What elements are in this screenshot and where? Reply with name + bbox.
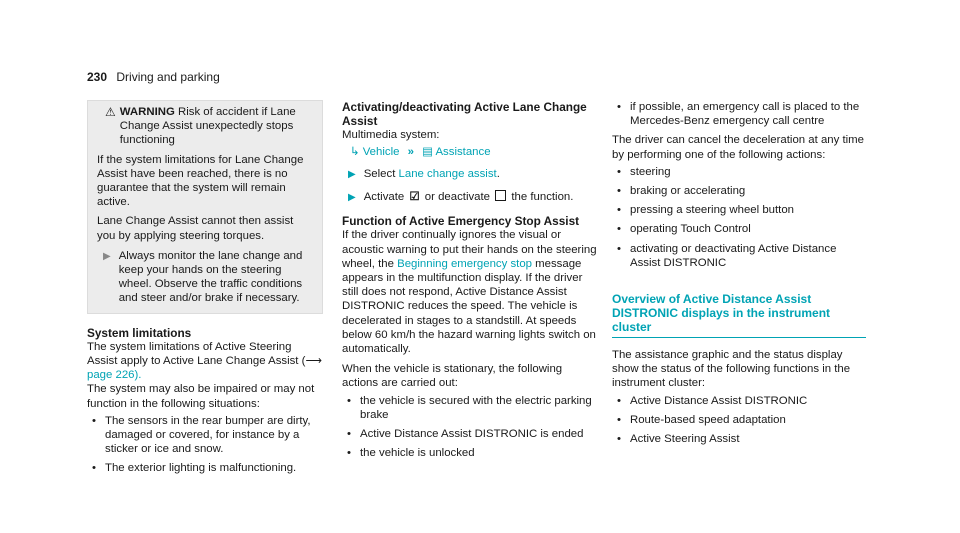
warning-title-text: Risk of accident if Lane Change Assist unexpectedly stops functioning xyxy=(119,106,296,147)
step-activate: ▶ Activate ☑ or deactivate the function. xyxy=(342,190,600,205)
cancel-actions-list xyxy=(612,165,866,270)
overview-text: The assistance graphic and the status display show the status of the following functions in the instrument cluster: xyxy=(612,349,851,390)
list-item: • pressing a steering wheel button xyxy=(612,203,866,217)
emergency-section: Function of Active Emergency Stop Assist If the driver continually ignores the visual or acoustic warning to put their hands on the steering wheel, the Beginning emergency stop message appears in the multifunction display. If the driver still does not respond, Active Distance Assist DISTRONIC reduces the speed. The vehicle is decelerated in stages to a standstill. At speeds below 60 km/h the hazard warning lights switch on automatically. When the vehicle is stationary, the following actions are carried out: • the vehicle is secured with the electric parking brake • Active Distance Assist DISTRONIC is ended • the vehicle is unlocked xyxy=(342,214,600,460)
step-arrow-icon: ▶ xyxy=(348,168,356,180)
list-item: • the vehicle is secured with the electric parking brake xyxy=(342,394,600,422)
cancel-text: The driver can cancel the deceleration at any time by performing one of the following actions: xyxy=(612,134,864,161)
step-select: ▶ Select Lane change assist. xyxy=(342,167,600,182)
nav-vehicle[interactable]: Vehicle xyxy=(362,145,400,158)
emergency-text-2: When the vehicle is stationary, the following actions are carried out: xyxy=(342,363,563,390)
page-ref-arrow-icon: ⟶ xyxy=(305,355,322,368)
menu-path xyxy=(342,145,600,159)
car-icon: ▤ xyxy=(422,145,433,158)
list-item: • braking or accelerating xyxy=(612,184,866,198)
list-item: • The exterior lighting is malfunctioning. xyxy=(87,461,323,475)
warning-step: ▶ Always monitor the lane change and keep your hands on the steering wheel. Observe the traffic conditions and steer and/or brake if necessary. xyxy=(103,249,303,305)
list-item: • activating or deactivating Active Distance Assist DISTRONIC xyxy=(612,242,866,270)
checkbox-empty-icon xyxy=(495,190,506,201)
limitations-section: System limitations The system limitations of Active Steering Assist apply to Active Lane Change Assist (⟶ page 226). The system may also be impaired or may not function in the following situations: • The sensors in the rear bumper are dirty, damaged or covered, for instance by a sticker or ice and snow. • The exterior lighting is malfunctioning. xyxy=(87,326,323,476)
emergency-title: Function of Active Emergency Stop Assist xyxy=(342,214,580,229)
warning-triangle-icon: ⚠ xyxy=(105,105,116,119)
warning-para-1: If the system limitations for Lane Change Assist have been reached, there is no guarantee that the system will remain active. xyxy=(97,153,304,209)
warning-label: WARNING xyxy=(119,106,175,118)
checkbox-checked-icon: ☑ xyxy=(409,191,420,204)
beginning-emergency-stop-link[interactable]: Beginning emergency stop xyxy=(397,257,532,270)
page-number: 230 xyxy=(87,70,108,84)
column-1 xyxy=(87,100,323,481)
warning-header xyxy=(97,105,313,148)
lane-change-assist-link[interactable]: Lane change assist xyxy=(398,167,497,180)
page-header xyxy=(87,70,220,84)
column-2 xyxy=(342,100,600,465)
menu-path-icon: ↳ xyxy=(350,145,360,158)
limitations-text-2: The system may also be impaired or may not function in the following situations: xyxy=(87,383,315,410)
multimedia-system-label: Multimedia system: xyxy=(342,129,440,142)
step-arrow-icon: ▶ xyxy=(103,250,111,262)
chevron-right-icon: » xyxy=(407,145,414,158)
list-item: • Active Distance Assist DISTRONIC xyxy=(612,394,866,408)
limitations-title: System limitations xyxy=(87,325,192,340)
warning-para-2: Lane Change Assist cannot then assist you by applying steering torques. xyxy=(97,215,294,242)
section-title: Driving and parking xyxy=(116,70,220,84)
limitations-list xyxy=(87,414,323,476)
list-item: • steering xyxy=(612,165,866,179)
page-ref-link[interactable]: page 226). xyxy=(87,369,142,382)
emergency-list xyxy=(342,394,600,461)
warning-box xyxy=(87,100,323,314)
column-3 xyxy=(612,100,866,451)
list-item: • operating Touch Control xyxy=(612,222,866,236)
step-arrow-icon: ▶ xyxy=(348,192,356,204)
list-item: • Active Distance Assist DISTRONIC is ended xyxy=(342,427,600,441)
list-item: • Route-based speed adaptation xyxy=(612,413,866,427)
list-item: • if possible, an emergency call is placed to the Mercedes-Benz emergency call centre xyxy=(612,100,866,128)
functions-list xyxy=(612,394,866,447)
list-item: • the vehicle is unlocked xyxy=(342,446,600,460)
nav-assistance[interactable]: Assistance xyxy=(435,145,491,158)
activating-title: Activating/deactivating Active Lane Change Assist xyxy=(342,100,587,129)
overview-title: Overview of Active Distance Assist DISTRONIC displays in the instrument cluster xyxy=(612,292,866,338)
list-item: • Active Steering Assist xyxy=(612,432,866,446)
list-item: • The sensors in the rear bumper are dirty, damaged or covered, for instance by a sticker or ice and snow. xyxy=(87,414,323,457)
